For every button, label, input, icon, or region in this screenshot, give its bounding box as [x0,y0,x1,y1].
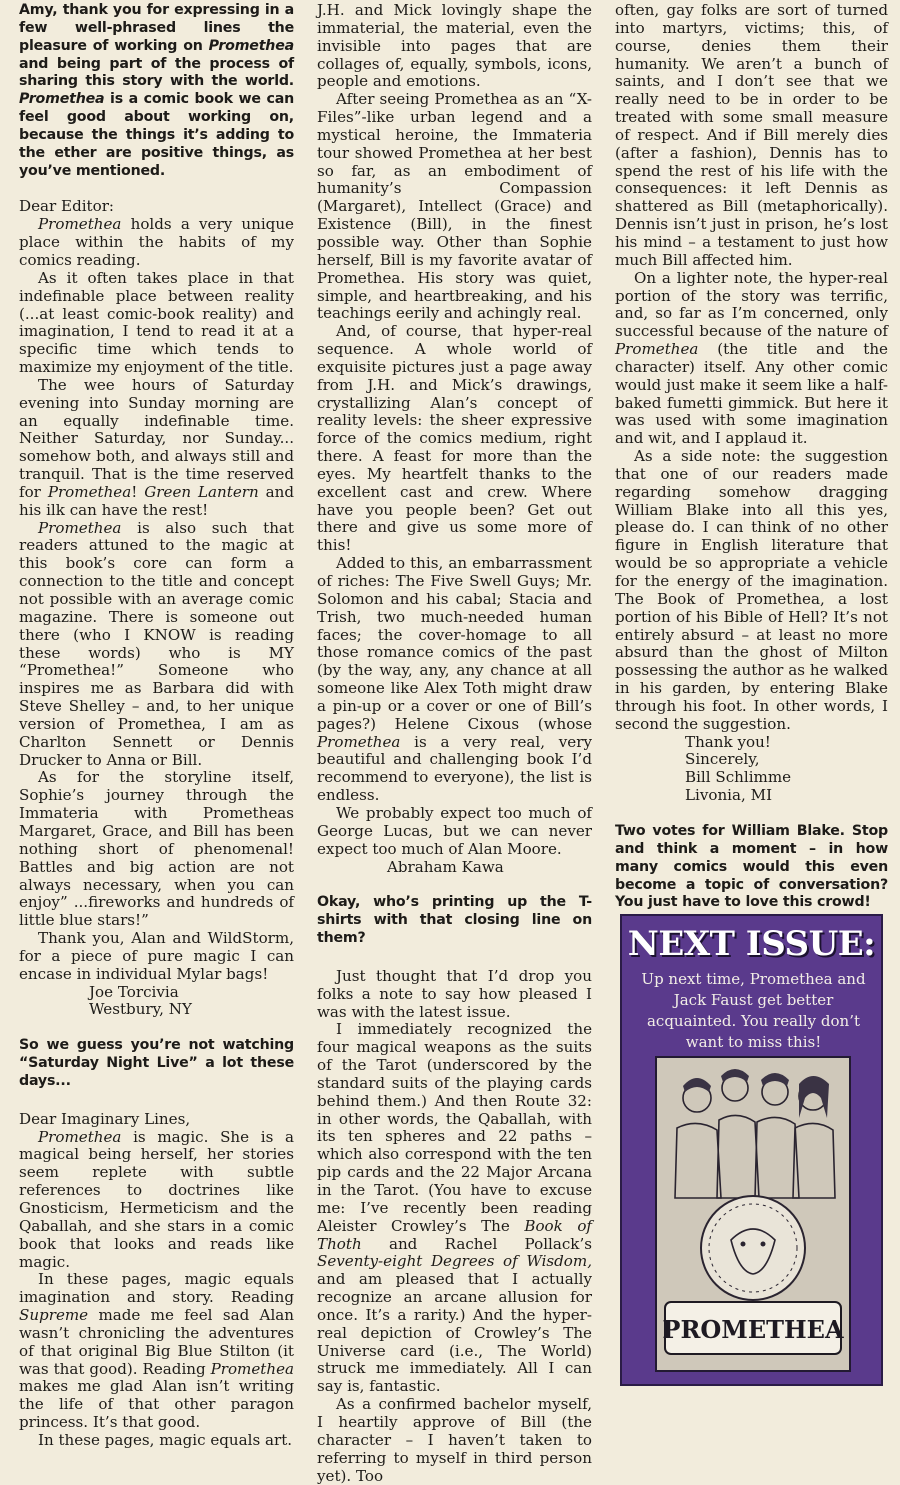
letter-paragraph: J.H. and Mick lovingly shape the immaterial, the material, even the invisible into pages that are collages of, equally, symbols, icons, people and emotions. [317,1,592,91]
letter-paragraph: Added to this, an embarrassment of riches: The Five Swell Guys; Mr. Solomon and his cabal; Stacia and Trish, two much-needed human faces; the cover-homage to all those romance comics of the past (by the way, any, any chance at all someone like Alex Toth might draw a pin-up or a cover or one of Bill’s pages?) Helene Cixous (whose Promethea is a very real, very beautiful and challenging book I’d recommend to everyone), the list is endless. [317,554,592,805]
letter-paragraph: Just thought that I’d drop you folks a note to say how pleased I was with the latest issue. [317,966,592,1021]
editor-reply: Two votes for William Blake. Stop and think a moment – in how many comics would this even become a topic of conversation? You just have to love this crowd! [615,822,888,911]
next-issue-title: NEXT ISSUE: [627,924,876,964]
letter-salutation: Dear Imaginary Lines, [19,1109,191,1128]
editor-reply: Okay, who’s printing up the T-shirts with that closing line on them? [317,894,592,947]
letter-salutation: Dear Editor: [19,197,115,216]
letter-paragraph: Thank you, Alan and WildStorm, for a piece of pure magic I can encase in individual Mylar bags! [19,929,294,983]
letter-paragraph: Promethea is also such that readers attuned to the magic at this book’s core can form a connection to the title and concept not possible with an average comic magazine. There is someone out there (who I KNOW is reading these words) who is MY “Promethea!” Someone who inspires me as Barbara did with Steve Shelley – and, to her unique version of Promethea, I am as Charlton Sennett or Dennis Drucker to Anna or Bill. [19,518,294,769]
letter-paragraph: Promethea is magic. She is a magical being herself, her stories seem replete with subtle references to doctrines like Gnosticism, Hermeticism and the Qaballah, and she stars in a comic book that looks and reads like magic. [19,1127,294,1271]
letter-signature-place: Westbury, NY [89,1000,192,1019]
letter-paragraph: often, gay folks are sort of turned into martyrs, victims; this, of course, denies them their humanity. We aren’t a bunch of saints, and I don’t see that we really need to be in order to be treated with some small measure of respect. And if Bill merely dies (after a fashion), Dennis has to spend the rest of his life with the consequences: it left Dennis as shattered as Bill (metaphorically). Dennis isn’t just in prison, he’s lost his mind – a testament to just how much Bill affected him. [615,1,888,269]
column-3 [615,2,888,912]
letter-paragraph: Promethea holds a very unique place within the habits of my comics reading. [19,215,294,269]
letter-paragraph: After seeing Promethea as an “X-Files”-like urban legend and a mystical heroine, the Immateria tour showed Promethea at her best so far, as an embodiment of humanity’s Compassion (Margaret), Intellect (Grace) and Existence (Bill), in the finest possible way. Other than Sophie herself, Bill is my favorite avatar of Promethea. His story was quiet, simple, and heartbreaking, and his teachings eerily and achingly real. [317,90,592,323]
letter-paragraph: On a lighter note, the hyper-real portion of the story was terrific, and, so far as I’m concerned, only successful because of the nature of Promethea (the title and the character) itself. Any other comic would just make it seem like a half-baked fumetti gimmick. But here it was used with some imagination and wit, and I applaud it. [615,268,888,448]
letter-signature-place: Livonia, MI [685,786,773,805]
letter-signature-name: Abraham Kawa [387,857,504,876]
letter-paragraph: As it often takes place in that indefinable place between reality (...at least comic-book reality) and imagination, I tend to read it at a specific time which tends to maximize my enjoyment of the title. [19,268,294,377]
cover-logo: PROMETHEA [662,1315,844,1344]
editor-intro: Amy, thank you for expressing in a few well-phrased lines the pleasure of working on Promethea and being part of the process of sharing this story with the world. Promethea is a comic book we can feel good about working on, because the things it’s adding to the ether are positive things, as you’ve mentioned. [19,2,294,179]
letter-paragraph: In these pages, magic equals art. [38,1430,293,1449]
letter-signature-name: Bill Schlimme [685,768,792,787]
column-2 [317,2,592,1485]
letter-paragraph: I immediately recognized the four magical weapons as the suits of the Tarot (underscored by the standard suits of the playing cards behind them.) And then Route 32: in other words, the Qaballah, with its ten spheres and 22 paths – which also correspond with the ten pip cards and the 22 Major Arcana in the Tarot. (You have to excuse me: I’ve recently been reading Aleister Crowley’s The Book of Thoth and Rachel Pollack’s Seventy-eight Degrees of Wisdom, and am pleased that I actually recognize an arcane allusion for once. It’s a rarity.) And the hyper-real depiction of Crowley’s The Universe card (i.e., The World) struck me immediately. All I can say is, fantastic. [317,1020,592,1396]
letter-paragraph: As a confirmed bachelor myself, I heartily approve of Bill (the character – I haven’t taken to referring to myself in third person yet). Too [317,1395,592,1485]
letter-paragraph: In these pages, magic equals imagination and story. Reading Supreme made me feel sad Alan wasn’t chronicling the adventures of that original Big Blue Stilton (it was that good). Reading Promethea makes me glad Alan isn’t writing the life of that other paragon princess. It’s that good. [19,1270,294,1432]
letter-closing: Thank you! [685,732,771,751]
letter-paragraph: As for the storyline itself, Sophie’s journey through the Immateria with Prometheas Margaret, Grace, and Bill has been nothing short of phenomenal! Battles and big action are not always necessary, when you can enjoy” ...fireworks and hundreds of little blue stars!” [19,768,294,930]
letter-paragraph: The wee hours of Saturday evening into Sunday morning are an equally indefinable time. Neither Saturday, nor Sunday... somehow both, and always still and tranquil. That is the time reserved for Promethea! Green Lantern and his ilk can have the rest! [19,375,295,519]
letter-paragraph: We probably expect too much of George Lucas, but we can never expect too much of Alan Moore. [317,803,592,858]
letter-closing: Sincerely, [685,750,760,769]
column-1 [19,2,294,1450]
next-issue-box [620,914,883,1386]
cover-illustration [657,1058,849,1370]
letter-paragraph: And, of course, that hyper-real sequence. A whole world of exquisite pictures just a page away from J.H. and Mick’s drawings, crystallizing Alan’s concept of reality levels: the sheer expressive force of the comics medium, right there. A feast for more than the eyes. My heartfelt thanks to the excellent cast and crew. Where have you people been? Get out there and give us some more of this! [317,322,592,555]
next-issue-text: Up next time, Promethea and Jack Faust get better acquainted. You really don’t want to miss this! [641,970,866,1051]
letter-paragraph: As a side note: the suggestion that one of our readers made regarding somehow dragging William Blake into all this yes, please do. I can think of no other figure in English literature that would be so appropriate a vehicle for the energy of the imagination. The Book of Promethea, a lost portion of his Bible of Hell? It’s not entirely absurd – at least no more absurd than the ghost of Milton possessing the author as he walked in his garden, by entering Blake through his foot. In other words, I second the suggestion. [615,447,888,733]
editor-reply: So we guess you’re not watching “Saturday Night Live” a lot these days... [19,1037,294,1089]
next-issue-cover-image [655,1056,851,1372]
letter-signature-name: Joe Torcivia [89,982,179,1001]
